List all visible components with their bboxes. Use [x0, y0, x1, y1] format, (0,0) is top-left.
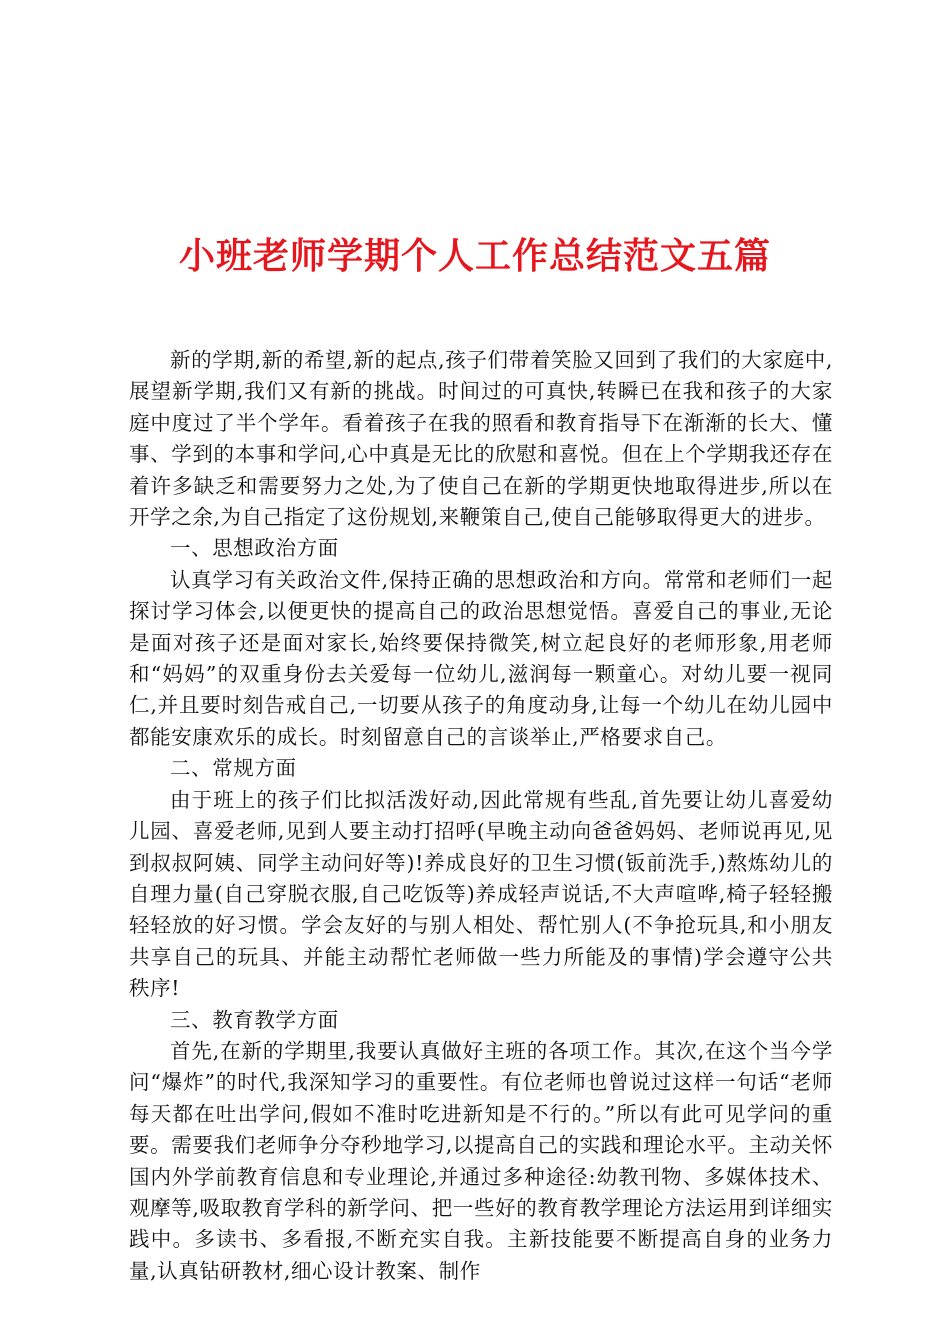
section-heading-ideology: 一、思想政治方面: [170, 536, 339, 561]
paragraph-teaching: 首先,在新的学期里,我要认真做好主班的各项工作。其次,在这个当今学问“爆炸”的时代,我深知学习的重要性。有位老师也曾说过这样一句话“老师每天都在吐出学问,假如不准时吃进新知是不行的。”所以有此可见学问的重要。需要我们老师争分夺秒地学习,以提高自己的实践和理论水平。主动关怀国内外学前教育信息和专业理论,并通过多种途径:幼教刊物、多媒体技术、观摩等,吸取教育学科的新学问、把一些好的教育教学理论方法运用到详细实践中。多读书、多看报,不断充实自我。主新技能要不断提高自身的业务力量,认真钻研教材,细心设计教案、制作: [129, 1038, 833, 1283]
paragraph-routine: 由于班上的孩子们比拟活泼好动,因此常规有些乱,首先要让幼儿喜爱幼儿园、喜爱老师,见到人要主动打招呼(早晚主动向爸爸妈妈、老师说再见,见到叔叔阿姨、同学主动问好等)!养成良好的卫生习惯(钣前洗手,)熬炼幼儿的自理力量(自己穿脱衣服,自己吃饭等)养成轻声说话,不大声喧哗,椅子轻轻搬轻轻放的好习惯。学会友好的与别人相处、帮忙别人(不争抢玩具,和小朋友共享自己的玩具、并能主动帮忙老师做一些力所能及的事情)学会遵守公共秩序!: [129, 787, 833, 1001]
paragraph-intro: 新的学期,新的希望,新的起点,孩子们带着笑脸又回到了我们的大家庭中,展望新学期,我们又有新的挑战。时间过的可真快,转瞬已在我和孩子的大家庭中度过了半个学年。看着孩子在我的照看和教育指导下在渐渐的长大、懂事、学到的本事和学问,心中真是无比的欣慰和喜悦。但在上个学期我还存在着许多缺乏和需要努力之处,为了使自己在新的学期更快地取得进步,所以在开学之余,为自己指定了这份规划,来鞭策自己,使自己能够取得更大的进步。: [129, 348, 833, 530]
section-heading-routine: 二、常规方面: [170, 756, 297, 781]
paragraph-ideology: 认真学习有关政治文件,保持正确的思想政治和方向。常常和老师们一起探讨学习体会,以便更快的提高自己的政治思想觉悟。喜爱自己的事业,无论是面对孩子还是面对家长,始终要保持微笑,树立起良好的老师形象,用老师和“妈妈”的双重身份去关爱每一位幼儿,滋润每一颗童心。对幼儿要一视同仁,并且要时刻告戒自己,一切要从孩子的角度动身,让每一个幼儿在幼儿园中都能安康欢乐的成长。时刻留意自己的言谈举止,严格要求自己。: [129, 567, 833, 749]
document-body: [129, 345, 833, 1287]
section-heading-teaching: 三、教育教学方面: [170, 1007, 339, 1032]
document-title: 小班老师学期个人工作总结范文五篇: [178, 235, 771, 278]
